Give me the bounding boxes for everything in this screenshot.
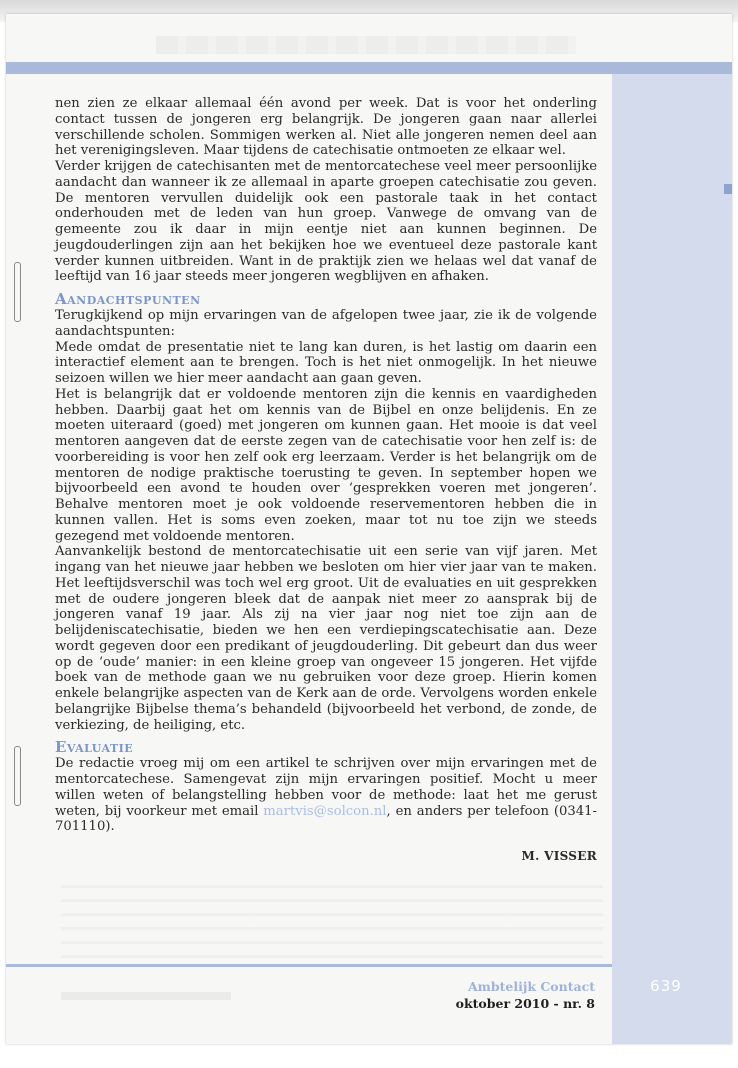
author-signature: M. VISSER (521, 849, 597, 863)
paragraph-evaluatie (55, 756, 597, 835)
paragraph: Mede omdat de presentatie niet te lang kan duren, is het lastig om daarin een interactief element aan te brengen. Toch is het niet onmogelijk. In het nieuwe seizoen willen we hier meer aandacht aan gaan geven. (55, 339, 597, 386)
show-through-header (156, 36, 576, 54)
staple-mark (14, 746, 21, 806)
staple-mark (14, 262, 21, 322)
evaluatie-text: De redactie vroeg mij om een artikel te schrijven over mijn ervaringen met de mentorcatechese. Samengevat zijn mijn ervaringen positief. Mocht u meer willen weten of belangstelling hebben voor de methode: laat het me gerust weten, bij voorkeur met email (55, 756, 597, 819)
paragraph: nen zien ze elkaar allemaal één avond per week. Dat is voor het onderling contact tussen de jongeren erg belangrijk. De jongeren gaan naar allerlei verschillende scholen. Sommigen werken al. Niet alle jongeren nemen deel aan het verenigingsleven. Maar tijdens de catechisatie ontmoeten ze elkaar wel. (55, 96, 597, 159)
issue-label: oktober 2010 - nr. 8 (455, 996, 595, 1011)
side-margin-strip (612, 74, 732, 1044)
bottom-rule (6, 964, 612, 967)
show-through-text (61, 879, 603, 963)
paragraph: Terugkijkend op mijn ervaringen van de afgelopen twee jaar, zie ik de volgende aandachtspunten: (55, 308, 597, 339)
article-body (55, 96, 597, 865)
journal-title: Ambtelijk Contact (467, 979, 595, 994)
side-tab-marker (724, 184, 732, 194)
paragraph: Aanvankelijk bestond de mentorcatechisatie uit een serie van vijf jaren. Met ingang van het nieuwe jaar hebben we besloten om hier vier jaar van te maken. Het leeftijdsverschil was toch wel erg groot. Uit de evaluaties en uit gesprekken met de oudere jongeren bleek dat de aanpak niet meer zo aansprak bij de jongeren vanaf 19 jaar. Als zij na vier jaar nog niet toe zijn aan de belijdeniscatechisatie, bieden we hen een verdiepingscatechisatie aan. Deze wordt gegeven door een predikant of jeugdouderling. Dit gebeurt dan dus weer op de ‘oude’ manier: in een kleine groep van ongeveer 15 jongeren. Het vijfde boek van de methode gaan we nu gebruiken voor deze groep. Hierin komen enkele belangrijke aspecten van de Kerk aan de orde. Vervolgens worden enkele belangrijke Bijbelse thema’s behandeld (bijvoorbeeld het verbond, de zonde, de verkiezing, de heiliging, etc. (55, 544, 597, 733)
paragraph: Het is belangrijk dat er voldoende mentoren zijn die kennis en vaardigheden hebben. Daarbij gaat het om kennis van de Bijbel en onze belijdenis. En ze moeten uiteraard (goed) met jongeren om kunnen gaan. Het mooie is dat veel mentoren aangeven dat de eerste zegen van de catechisatie voor hen zelf is: de voorbereiding is voor hen zelf ook erg leerzaam. Verder is het belangrijk om de mentoren de nodige praktische toerusting te geven. In september hopen we bijvoorbeeld een avond te houden over ‘gesprekken voeren met jongeren’. Behalve mentoren moet je ook voldoende reservementoren hebben die in kunnen vallen. Het is soms even zoeken, maar tot nu toe zijn we steeds gezegend met voldoende mentoren. (55, 386, 597, 544)
evaluatie-text-end: , en anders per telefoon (0341-701110). (55, 803, 597, 835)
section-heading-aandachtspunten: Aandachtspunten (55, 290, 201, 308)
top-rule (6, 62, 732, 74)
footer (380, 978, 595, 1012)
section-heading-evaluatie: Evaluatie (55, 738, 134, 757)
page-number: 639 (650, 977, 682, 995)
show-through-footer (61, 992, 231, 1000)
email-link[interactable]: martvis@solcon.nl (263, 803, 387, 819)
paragraph: Verder krijgen de catechisanten met de mentorcatechese veel meer persoonlijke aandacht dan wanneer ik ze allemaal in aparte groepen catechisatie zou geven. De mentoren vervullen duidelijk ook een pastorale taak in het contact onderhouden met de leden van hun groep. Vanwege de omvang van de gemeente zou ik daar in mijn eentje niet aan kunnen beginnen. De jeugdouderlingen zijn aan het bekijken hoe we eventueel deze pastorale kant verder kunnen uitbreiden. Want in de praktijk zien we helaas wel dat vanaf de leeftijd van 16 jaar steeds meer jongeren wegblijven en afhaken. (55, 159, 597, 285)
